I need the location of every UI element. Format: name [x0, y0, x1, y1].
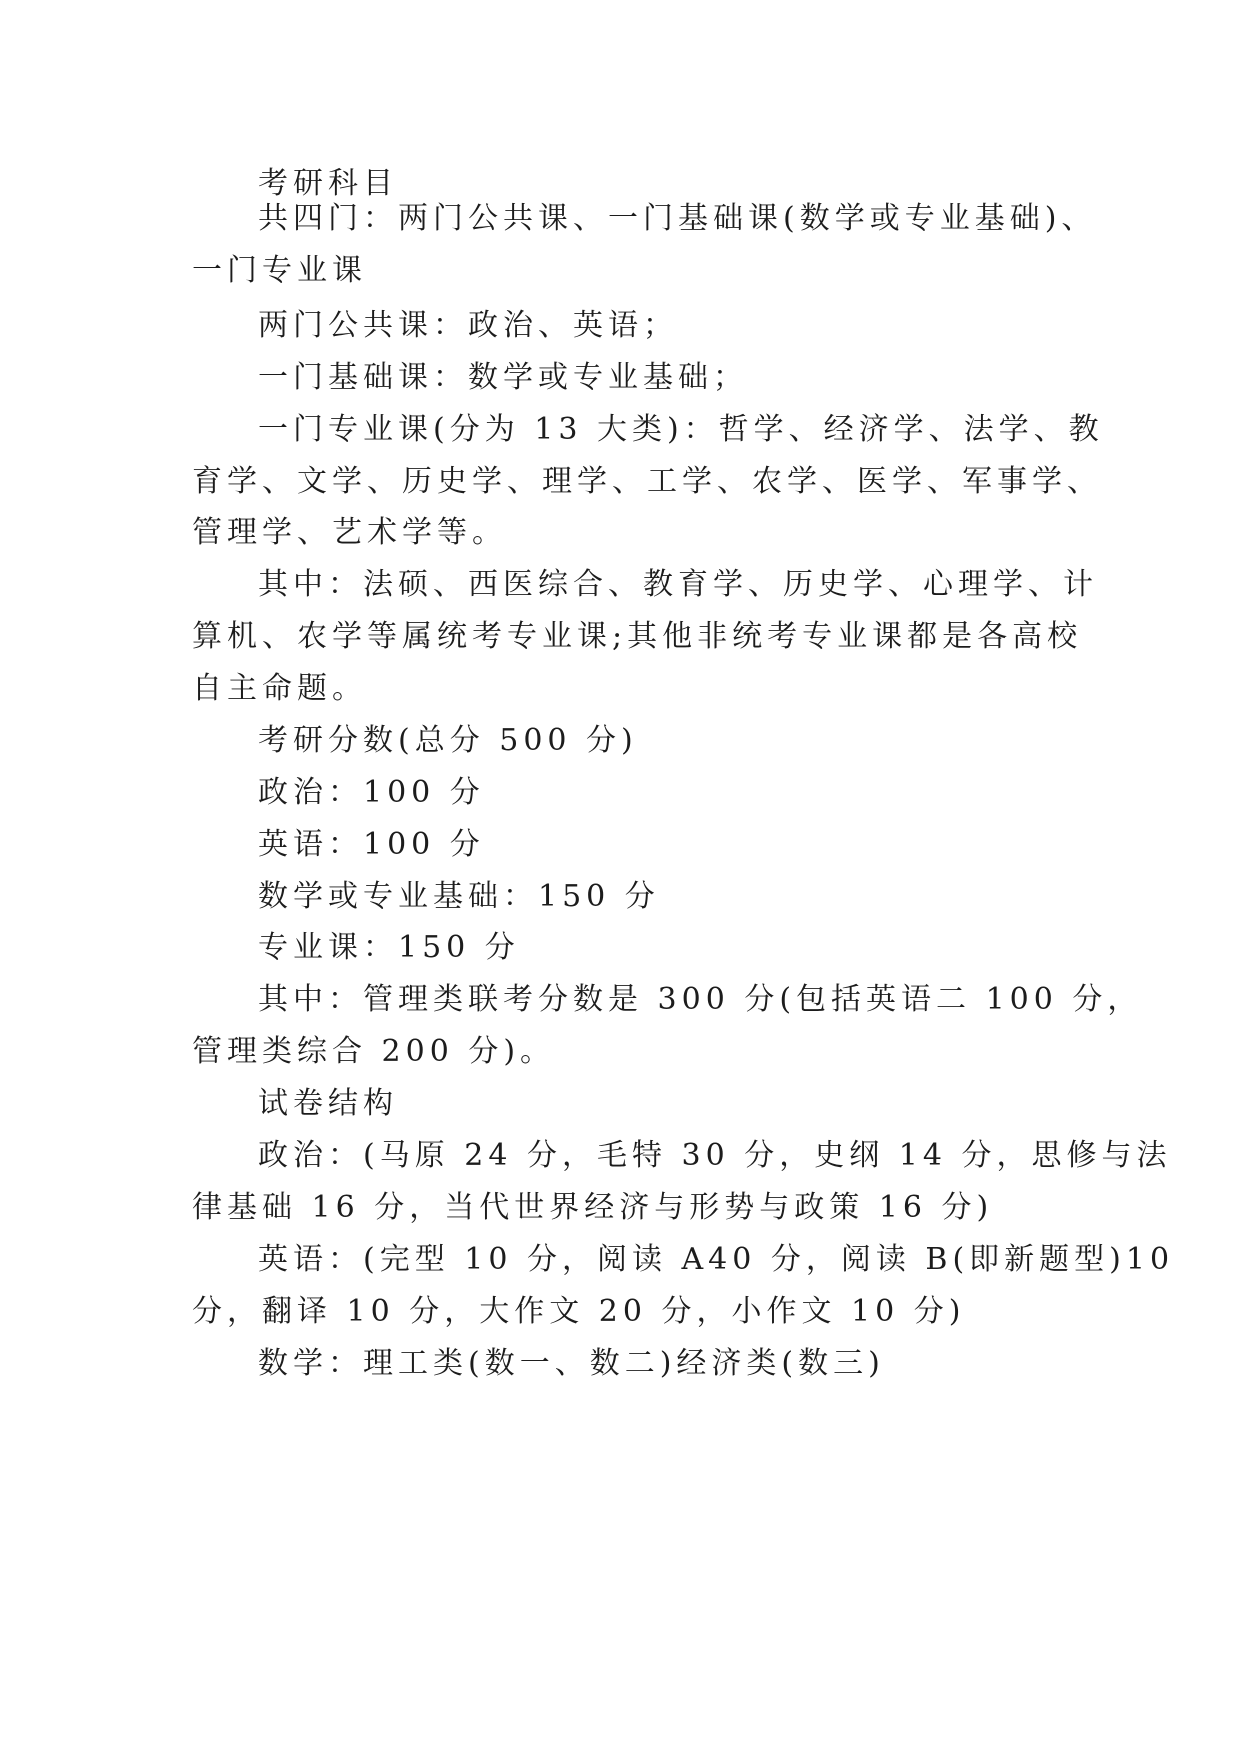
score-line-math: 数学或专业基础：150 分 [258, 879, 660, 914]
paragraph-line: 分，翻译 10 分，大作文 20 分，小作文 10 分) [192, 1294, 966, 1329]
paragraph-line: 管理学、艺术学等。 [192, 515, 507, 550]
paragraph-line: 政治：(马原 24 分，毛特 30 分，史纲 14 分，思修与法 [258, 1138, 1172, 1173]
score-line-english: 英语：100 分 [258, 827, 485, 862]
paragraph-line: 英语：(完型 10 分，阅读 A40 分，阅读 B(即新题型)10 [258, 1242, 1175, 1277]
paragraph-line: 数学：理工类(数一、数二)经济类(数三) [258, 1346, 885, 1381]
heading-exam-structure: 试卷结构 [258, 1086, 398, 1121]
paragraph-line: 育学、文学、历史学、理学、工学、农学、医学、军事学、 [192, 464, 1102, 499]
score-line-major: 专业课：150 分 [258, 930, 520, 965]
paragraph-line: 一门专业课 [192, 253, 367, 288]
paragraph-line: 管理类综合 200 分)。 [192, 1034, 556, 1069]
paragraph-line: 其中：管理类联考分数是 300 分(包括英语二 100 分， [258, 982, 1143, 1017]
paragraph-line: 一门专业课(分为 13 大类)：哲学、经济学、法学、教 [258, 412, 1104, 447]
paragraph-line: 共四门：两门公共课、一门基础课(数学或专业基础)、 [258, 201, 1097, 236]
paragraph-line: 自主命题。 [192, 671, 367, 706]
paragraph-line: 一门基础课：数学或专业基础； [258, 360, 748, 395]
paragraph-line: 其中：法硕、西医综合、教育学、历史学、心理学、计 [258, 567, 1098, 602]
heading-scores: 考研分数(总分 500 分) [258, 723, 638, 758]
paragraph-line: 算机、农学等属统考专业课;其他非统考专业课都是各高校 [192, 619, 1083, 654]
heading-subjects: 考研科目 [258, 166, 398, 201]
score-line-politics: 政治：100 分 [258, 775, 485, 810]
paragraph-line: 律基础 16 分，当代世界经济与形势与政策 16 分) [192, 1190, 994, 1225]
paragraph-line: 两门公共课：政治、英语； [258, 308, 678, 343]
